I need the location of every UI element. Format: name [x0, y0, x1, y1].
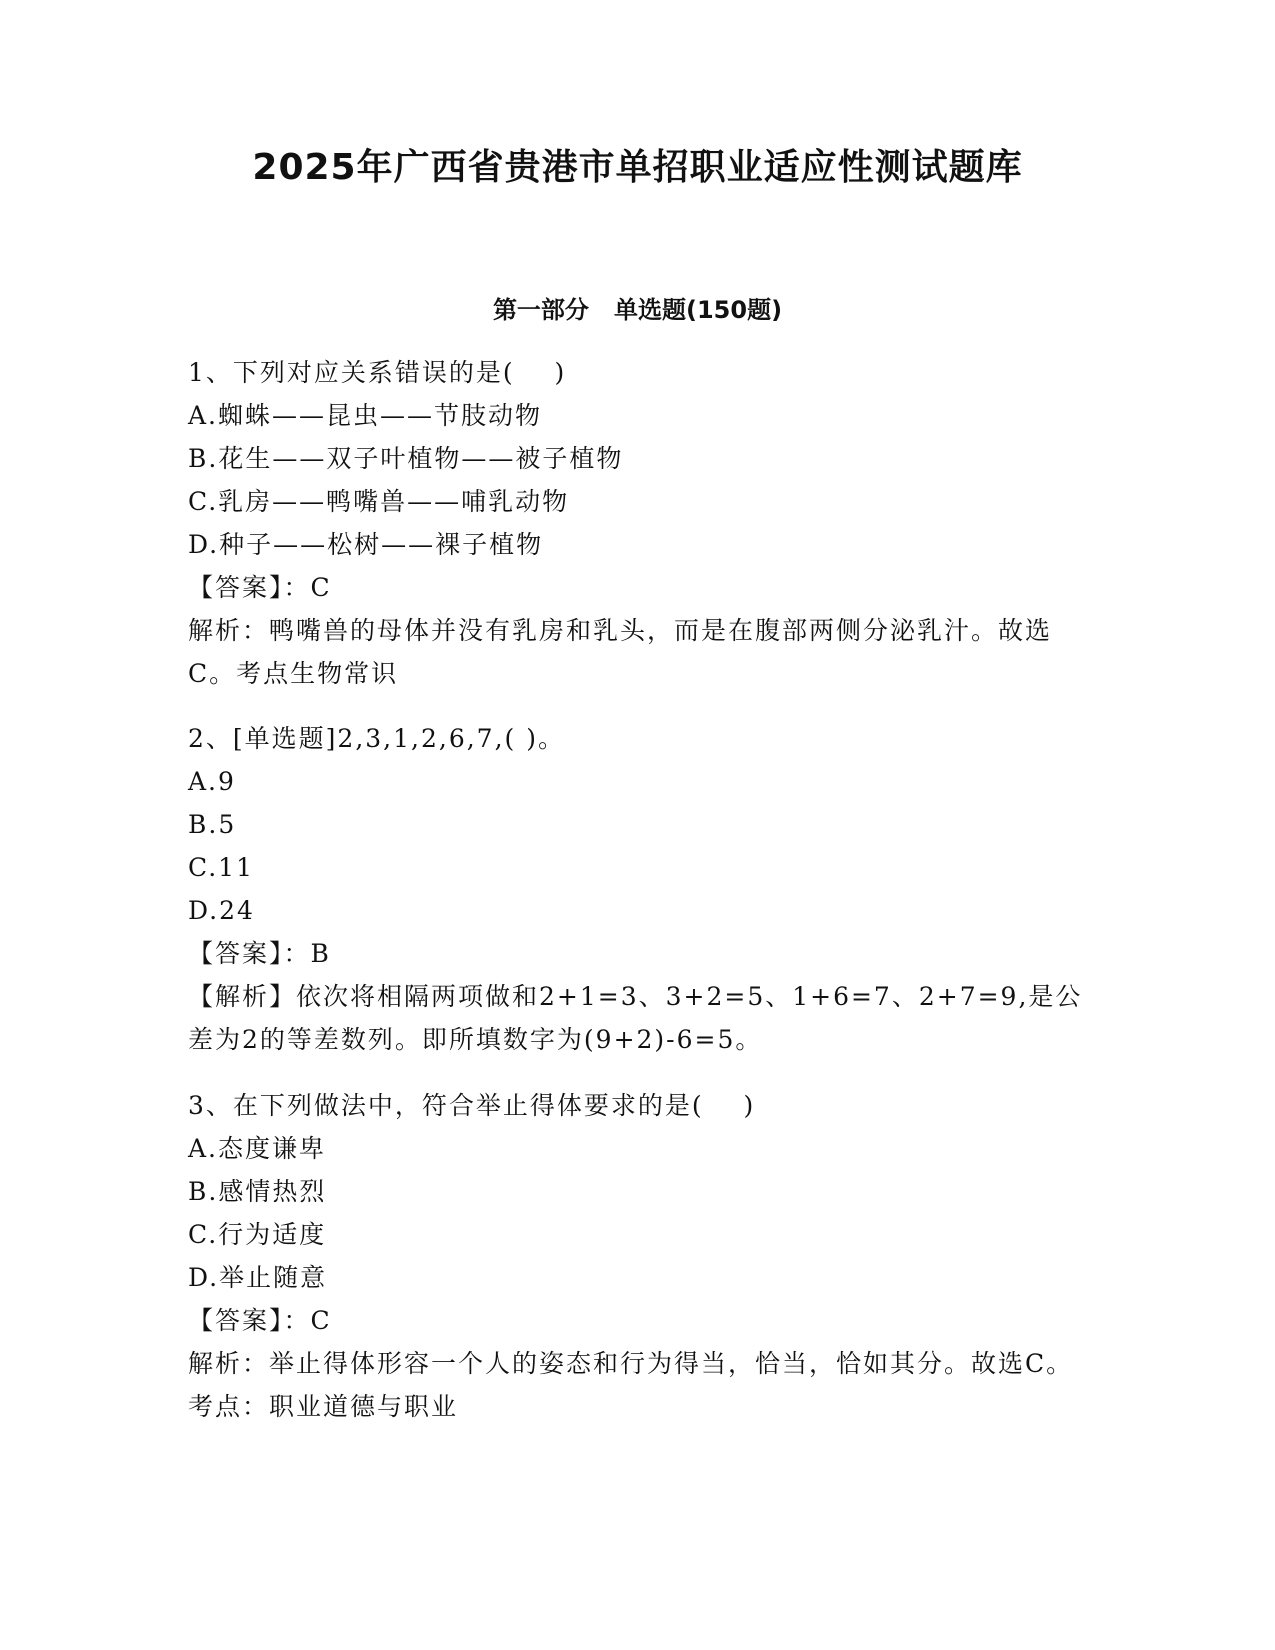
answer-line: 【答案】：C [188, 1306, 332, 1335]
option-c: C.乳房——鸭嘴兽——哺乳动物 [188, 487, 570, 516]
option-c: C.11 [188, 853, 254, 882]
option-a: A.蜘蛛——昆虫——节肢动物 [188, 401, 543, 430]
option-c: C.行为适度 [188, 1220, 327, 1249]
answer-line: 【答案】：C [188, 573, 332, 602]
analysis-text: 解析：鸭嘴兽的母体并没有乳房和乳头，而是在腹部两侧分泌乳汁。故选C。考点生物常识 [188, 616, 1053, 688]
analysis-text: 【解析】依次将相隔两项做和2+1=3、3+2=5、1+6=7、2+7=9,是公差为2的等差数列。即所填数字为(9+2)-6=5。 [188, 982, 1083, 1054]
question-stem: 2、[单选题]2,3,1,2,6,7,( )。 [188, 724, 565, 753]
option-d: D.24 [188, 896, 255, 925]
option-a: A.9 [188, 767, 236, 796]
question-stem: 3、在下列做法中，符合举止得体要求的是( ) [188, 1091, 756, 1120]
section-heading: 第一部分 单选题(150题) [492, 296, 783, 324]
answer-line: 【答案】：B [188, 939, 331, 968]
document-title: 2025年广西省贵港市单招职业适应性测试题库 [252, 147, 1023, 188]
question-stem: 1、下列对应关系错误的是( ) [188, 358, 567, 387]
question-1 [188, 351, 1088, 695]
option-b: B.感情热烈 [188, 1177, 327, 1206]
option-d: D.种子——松树——裸子植物 [188, 530, 544, 559]
question-2 [188, 717, 1088, 1061]
question-3 [188, 1084, 1088, 1428]
option-b: B.5 [188, 810, 237, 839]
analysis-text: 解析：举止得体形容一个人的姿态和行为得当，恰当，恰如其分。故选C。考点：职业道德与职业 [188, 1349, 1074, 1421]
option-d: D.举止随意 [188, 1263, 328, 1292]
option-a: A.态度谦卑 [188, 1134, 327, 1163]
option-b: B.花生——双子叶植物——被子植物 [188, 444, 624, 473]
